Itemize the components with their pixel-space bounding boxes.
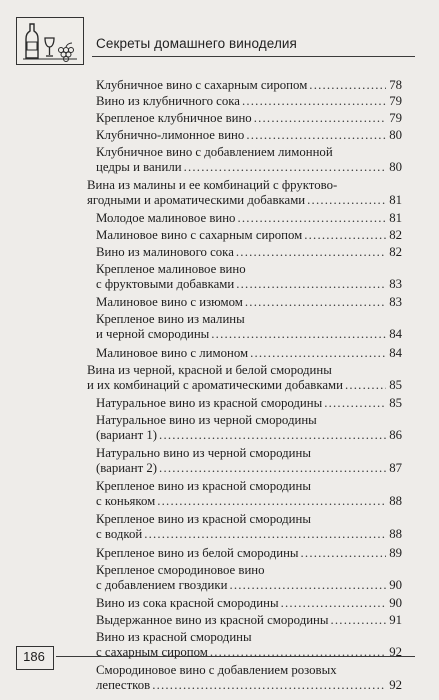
- toc-entry: [96, 211, 402, 226]
- toc-entry-title-line: Крепленое смородиновое вино: [96, 563, 265, 577]
- toc-entry-title-line: Клубничное вино с добавлением лимонной: [96, 145, 333, 159]
- toc-entry-title-line: и их комбинаций с ароматическими добавками: [87, 378, 343, 392]
- toc-page-number: 81: [389, 193, 402, 207]
- dot-leader: [324, 396, 386, 411]
- dot-leader: [237, 211, 386, 226]
- toc-entry: [96, 613, 402, 628]
- page-number: 186: [23, 649, 45, 664]
- toc-entry: [96, 228, 402, 243]
- toc-page-number: 80: [389, 160, 402, 174]
- toc-entry-title-line: Малиновое вино с лимоном: [96, 346, 249, 360]
- toc-entry-title-line: Вино из клубничного сока: [96, 94, 240, 108]
- toc-entry: [96, 479, 402, 509]
- dot-leader: [242, 94, 386, 109]
- toc-page-number: 89: [389, 546, 402, 560]
- toc-page-number: 90: [389, 578, 402, 592]
- dot-leader: [304, 228, 386, 243]
- dot-leader: [236, 277, 386, 292]
- toc-entry-title-line: ягодными и ароматическими добавками: [87, 193, 306, 207]
- toc-page-number: 83: [389, 277, 402, 291]
- toc-entry: [96, 396, 402, 411]
- toc-entry: [96, 346, 402, 361]
- dot-leader: [307, 193, 386, 208]
- toc-page-number: 80: [389, 128, 402, 142]
- toc-entry-title-line: (вариант 1): [96, 428, 158, 442]
- toc-entry: [96, 512, 402, 542]
- dot-leader: [345, 378, 386, 393]
- toc-page-number: 85: [389, 378, 402, 392]
- toc-entry: [96, 245, 402, 260]
- toc-page-number: 92: [389, 645, 402, 659]
- toc-entry-title-line: Крепленое клубничное вино: [96, 111, 252, 125]
- toc-entry-title-line: с коньяком: [96, 494, 156, 508]
- toc-entry-title-line: Вино из малинового сока: [96, 245, 234, 259]
- toc-page-number: 82: [389, 228, 402, 242]
- dot-leader: [159, 428, 386, 443]
- dot-leader: [331, 613, 387, 628]
- dot-leader: [210, 645, 386, 660]
- toc-entry: [96, 295, 402, 310]
- toc-page-number: 82: [389, 245, 402, 259]
- toc-entry-title-line: Крепленое вино из красной смородины: [96, 512, 311, 526]
- dot-leader: [159, 461, 386, 476]
- dot-leader: [301, 546, 386, 561]
- toc-entry-title-line: Вино из сока красной смородины: [96, 596, 279, 610]
- toc-entry: [87, 363, 402, 393]
- header-rule: [92, 56, 415, 57]
- wine-bottle-glass-grapes-icon: [17, 18, 83, 64]
- toc-entry-title-line: лепестков: [96, 678, 151, 692]
- toc-entry-title-line: с фруктовыми добавками: [96, 277, 235, 291]
- toc-entry-title-line: Крепленое малиновое вино: [96, 262, 246, 276]
- toc-entry: [96, 128, 402, 143]
- toc-entry-title-line: с добавлением гвоздики: [96, 578, 228, 592]
- toc-entry: [96, 413, 402, 443]
- toc-entry-title-line: (вариант 2): [96, 461, 158, 475]
- toc-entry-title-line: Смородиновое вино с добавлением розовых: [96, 663, 337, 677]
- dot-leader: [254, 111, 386, 126]
- dot-leader: [184, 160, 386, 175]
- toc-page-number: 83: [389, 295, 402, 309]
- toc-page-number: 84: [389, 327, 402, 341]
- toc-entry: [96, 312, 402, 342]
- toc-entry-title-line: Клубничное вино с сахарным сиропом: [96, 78, 308, 92]
- toc-entry: [96, 94, 402, 109]
- toc-page-number: 92: [389, 678, 402, 692]
- toc-page-number: 85: [389, 396, 402, 410]
- toc-page-number: 84: [389, 346, 402, 360]
- toc-entry: [96, 78, 402, 93]
- dot-leader: [309, 78, 386, 93]
- toc-entry-title-line: Крепленое вино из малины: [96, 312, 245, 326]
- header-emblem: [16, 17, 84, 65]
- toc-entry-title-line: Вино из красной смородины: [96, 630, 252, 644]
- toc-entry: [96, 663, 402, 693]
- toc-page-number: 79: [389, 94, 402, 108]
- toc-entry-title-line: и черной смородины: [96, 327, 210, 341]
- toc-entry-title-line: Натуральное вино из красной смородины: [96, 396, 323, 410]
- toc-entry-title-line: Натуральное вино из черной смородины: [96, 413, 317, 427]
- dot-leader: [157, 494, 386, 509]
- toc-page-number: 78: [389, 78, 402, 92]
- toc-page-number: 87: [389, 461, 402, 475]
- toc-entry-title-line: цедры и ванили: [96, 160, 182, 174]
- toc-entry-title-line: Вина из черной, красной и белой смородины: [87, 363, 332, 377]
- toc-entry-title-line: Клубнично-лимонное вино: [96, 128, 245, 142]
- toc-page-number: 91: [389, 613, 402, 627]
- toc-entry: [87, 178, 402, 208]
- toc-page-number: 88: [389, 494, 402, 508]
- dot-leader: [250, 346, 386, 361]
- toc-entry: [96, 563, 402, 593]
- dot-leader: [211, 327, 386, 342]
- toc-entry-title-line: Выдержанное вино из красной смородины: [96, 613, 329, 627]
- toc-page-number: 79: [389, 111, 402, 125]
- dot-leader: [246, 128, 386, 143]
- toc-entry-title-line: Крепленое вино из красной смородины: [96, 479, 311, 493]
- toc-entry: [96, 111, 402, 126]
- toc-page-number: 88: [389, 527, 402, 541]
- toc-entry: [96, 596, 402, 611]
- toc-entry-title-line: Вина из малины и ее комбинаций с фруктово-: [87, 178, 338, 192]
- dot-leader: [281, 596, 386, 611]
- dot-leader: [236, 245, 386, 260]
- toc-page-number: 90: [389, 596, 402, 610]
- running-title: Секреты домашнего виноделия: [96, 36, 297, 51]
- toc-entry-title-line: Молодое малиновое вино: [96, 211, 236, 225]
- toc-entry: [96, 145, 402, 175]
- footer-rule: [56, 656, 415, 657]
- toc-entry-title-line: с водкой: [96, 527, 143, 541]
- toc-entry: [96, 546, 402, 561]
- toc-entry-title-line: с сахарным сиропом: [96, 645, 208, 659]
- toc-entry: [96, 446, 402, 476]
- toc-page-number: 81: [389, 211, 402, 225]
- toc-page-number: 86: [389, 428, 402, 442]
- toc-entry: [96, 262, 402, 292]
- dot-leader: [245, 295, 386, 310]
- dot-leader: [229, 578, 386, 593]
- toc-entry-title-line: Малиновое вино с сахарным сиропом: [96, 228, 303, 242]
- dot-leader: [152, 678, 386, 693]
- toc-entry-title-line: Малиновое вино с изюмом: [96, 295, 243, 309]
- toc-entry-title-line: Крепленое вино из белой смородины: [96, 546, 299, 560]
- toc-entry-title-line: Натурально вино из черной смородины: [96, 446, 311, 460]
- dot-leader: [144, 527, 386, 542]
